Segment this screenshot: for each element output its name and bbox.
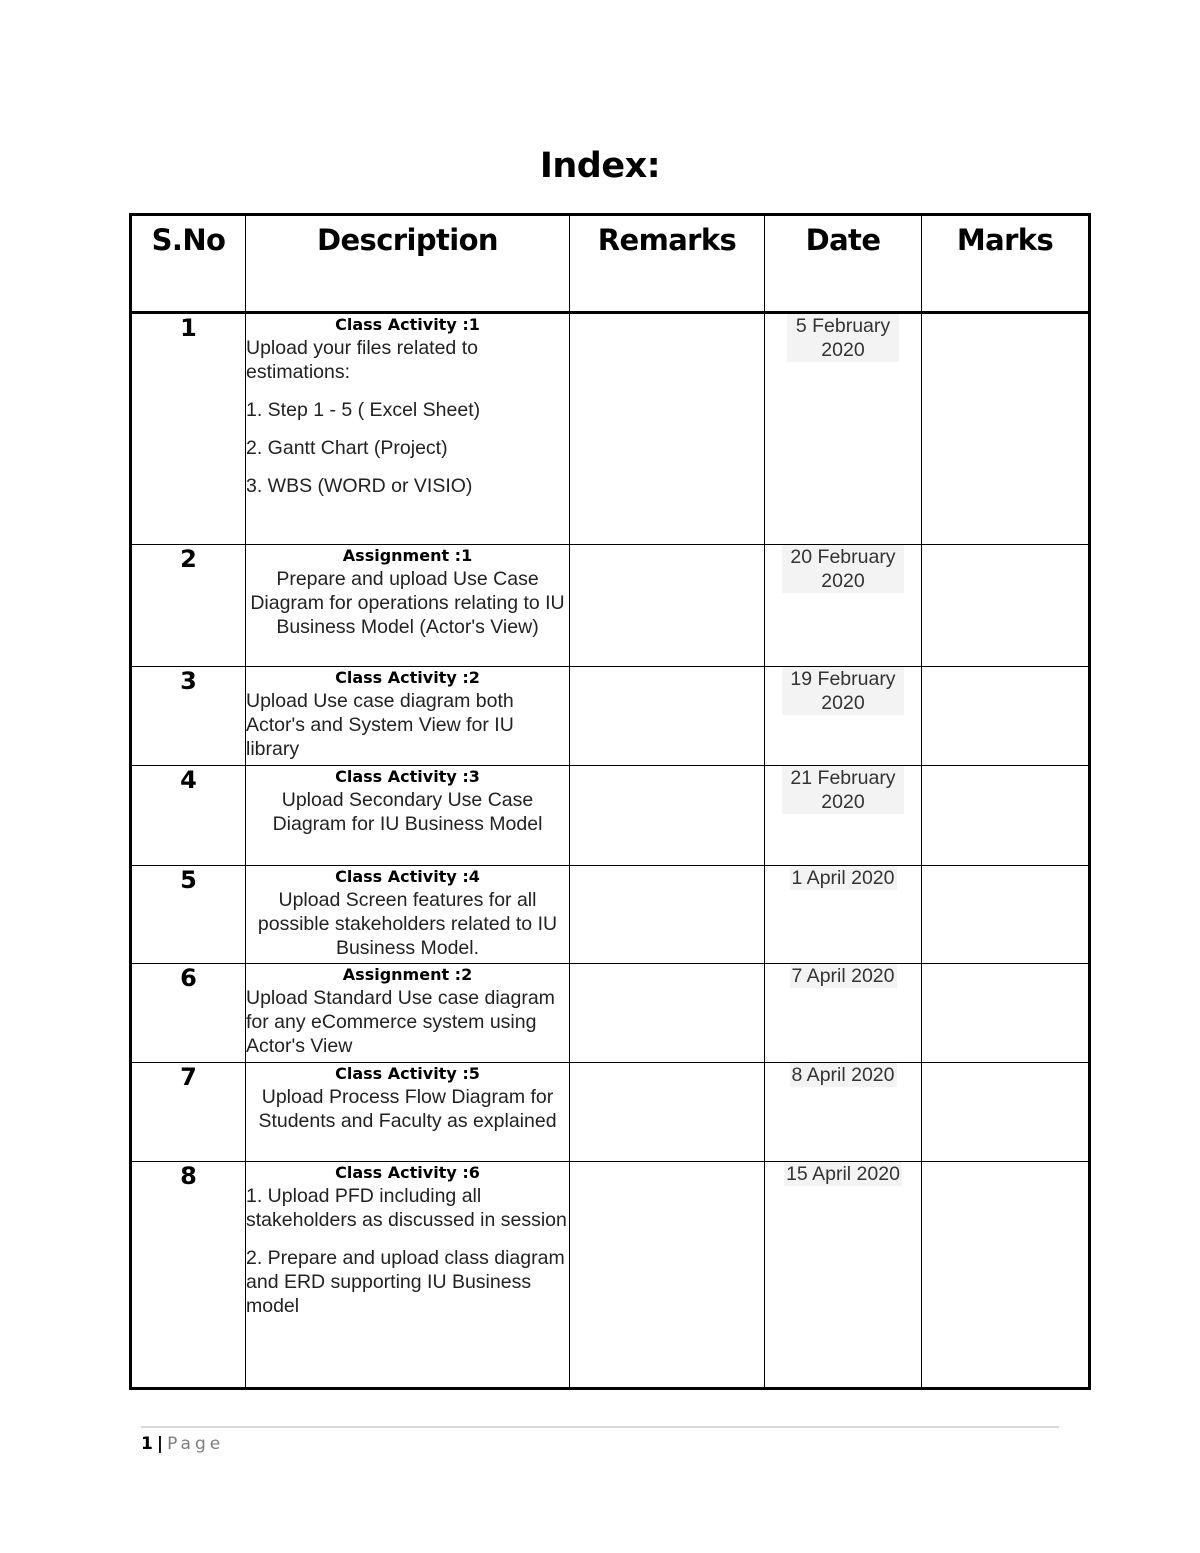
description-line: Upload Process Flow Diagram for Students and Faculty as explained bbox=[258, 1086, 557, 1132]
date-text: 5 February 2020 bbox=[787, 314, 899, 362]
date-text: 21 February 2020 bbox=[782, 766, 904, 814]
row-date bbox=[765, 1162, 922, 1389]
row-description bbox=[246, 1063, 570, 1162]
table-row bbox=[131, 1063, 1090, 1162]
index-table bbox=[129, 213, 1091, 1390]
page-number: 1 bbox=[141, 1434, 153, 1454]
row-marks bbox=[922, 766, 1090, 866]
row-remarks bbox=[570, 964, 765, 1063]
activity-title: Class Activity :5 bbox=[335, 1064, 480, 1083]
row-sno: 3 bbox=[131, 667, 246, 766]
row-marks bbox=[922, 667, 1090, 766]
row-remarks bbox=[570, 313, 765, 545]
description-line: Upload Screen features for all possible stakeholders related to IU Business Model. bbox=[257, 889, 558, 959]
description-line: Upload Use case diagram both Actor's and System View for IU library bbox=[246, 690, 514, 760]
row-sno: 5 bbox=[131, 866, 246, 964]
table-header-row bbox=[131, 215, 1090, 313]
activity-title: Class Activity :4 bbox=[335, 867, 480, 886]
activity-title: Assignment :2 bbox=[342, 965, 473, 984]
row-description bbox=[246, 964, 570, 1063]
table-row bbox=[131, 667, 1090, 766]
row-marks bbox=[922, 1063, 1090, 1162]
description-line: Upload Standard Use case diagram for any eCommerce system using Actor's View bbox=[246, 987, 555, 1057]
page-label: Page bbox=[167, 1434, 225, 1454]
row-description bbox=[246, 545, 570, 667]
header-remarks: Remarks bbox=[570, 215, 765, 313]
description-line: 1. Step 1 - 5 ( Excel Sheet) bbox=[246, 399, 481, 421]
table-row bbox=[131, 545, 1090, 667]
activity-title: Assignment :1 bbox=[342, 546, 473, 565]
table-row bbox=[131, 964, 1090, 1063]
row-marks bbox=[922, 545, 1090, 667]
row-sno: 7 bbox=[131, 1063, 246, 1162]
row-description bbox=[246, 1162, 570, 1389]
row-date bbox=[765, 766, 922, 866]
activity-title: Class Activity :1 bbox=[335, 315, 480, 334]
row-remarks bbox=[570, 545, 765, 667]
activity-title: Class Activity :6 bbox=[335, 1163, 480, 1182]
page-title: Index: bbox=[539, 146, 661, 186]
description-line: Prepare and upload Use Case Diagram for operations relating to IU Business Model (Actor's View) bbox=[250, 568, 565, 638]
row-date bbox=[765, 866, 922, 964]
row-sno: 6 bbox=[131, 964, 246, 1063]
row-date bbox=[765, 964, 922, 1063]
header-date: Date bbox=[765, 215, 922, 313]
row-date bbox=[765, 1063, 922, 1162]
description-line: 2. Gantt Chart (Project) bbox=[246, 437, 448, 459]
row-sno: 8 bbox=[131, 1162, 246, 1389]
description-line: Upload Secondary Use Case Diagram for IU Business Model bbox=[272, 789, 543, 835]
row-date bbox=[765, 667, 922, 766]
header-sno: S.No bbox=[131, 215, 246, 313]
date-text: 1 April 2020 bbox=[791, 867, 895, 889]
activity-title: Class Activity :3 bbox=[335, 767, 480, 786]
row-remarks bbox=[570, 766, 765, 866]
row-remarks bbox=[570, 1063, 765, 1162]
row-description bbox=[246, 866, 570, 964]
row-sno: 1 bbox=[131, 313, 246, 545]
row-marks bbox=[922, 313, 1090, 545]
row-marks bbox=[922, 1162, 1090, 1389]
footer-separator: | bbox=[156, 1434, 164, 1454]
row-remarks bbox=[570, 1162, 765, 1389]
row-date bbox=[765, 313, 922, 545]
description-line: Upload your files related to estimations: bbox=[246, 337, 478, 383]
row-marks bbox=[922, 964, 1090, 1063]
table-row bbox=[131, 313, 1090, 545]
date-text: 15 April 2020 bbox=[786, 1163, 900, 1185]
footer-divider bbox=[141, 1426, 1059, 1428]
row-date bbox=[765, 545, 922, 667]
table-row bbox=[131, 1162, 1090, 1389]
row-description bbox=[246, 766, 570, 866]
date-text: 20 February 2020 bbox=[782, 545, 904, 593]
description-line: 2. Prepare and upload class diagram and ERD supporting IU Business model bbox=[246, 1247, 565, 1317]
row-description bbox=[246, 667, 570, 766]
table-row bbox=[131, 766, 1090, 866]
row-marks bbox=[922, 866, 1090, 964]
date-text: 19 February 2020 bbox=[782, 667, 904, 715]
header-marks: Marks bbox=[922, 215, 1090, 313]
activity-title: Class Activity :2 bbox=[335, 668, 480, 687]
row-sno: 4 bbox=[131, 766, 246, 866]
row-sno: 2 bbox=[131, 545, 246, 667]
row-remarks bbox=[570, 866, 765, 964]
page-footer bbox=[141, 1434, 224, 1454]
row-remarks bbox=[570, 667, 765, 766]
table-row bbox=[131, 866, 1090, 964]
date-text: 8 April 2020 bbox=[791, 1064, 895, 1086]
header-description: Description bbox=[246, 215, 570, 313]
description-line: 3. WBS (WORD or VISIO) bbox=[246, 475, 473, 497]
row-description bbox=[246, 313, 570, 545]
description-line: 1. Upload PFD including all stakeholders as discussed in session bbox=[246, 1185, 567, 1231]
date-text: 7 April 2020 bbox=[791, 965, 895, 987]
